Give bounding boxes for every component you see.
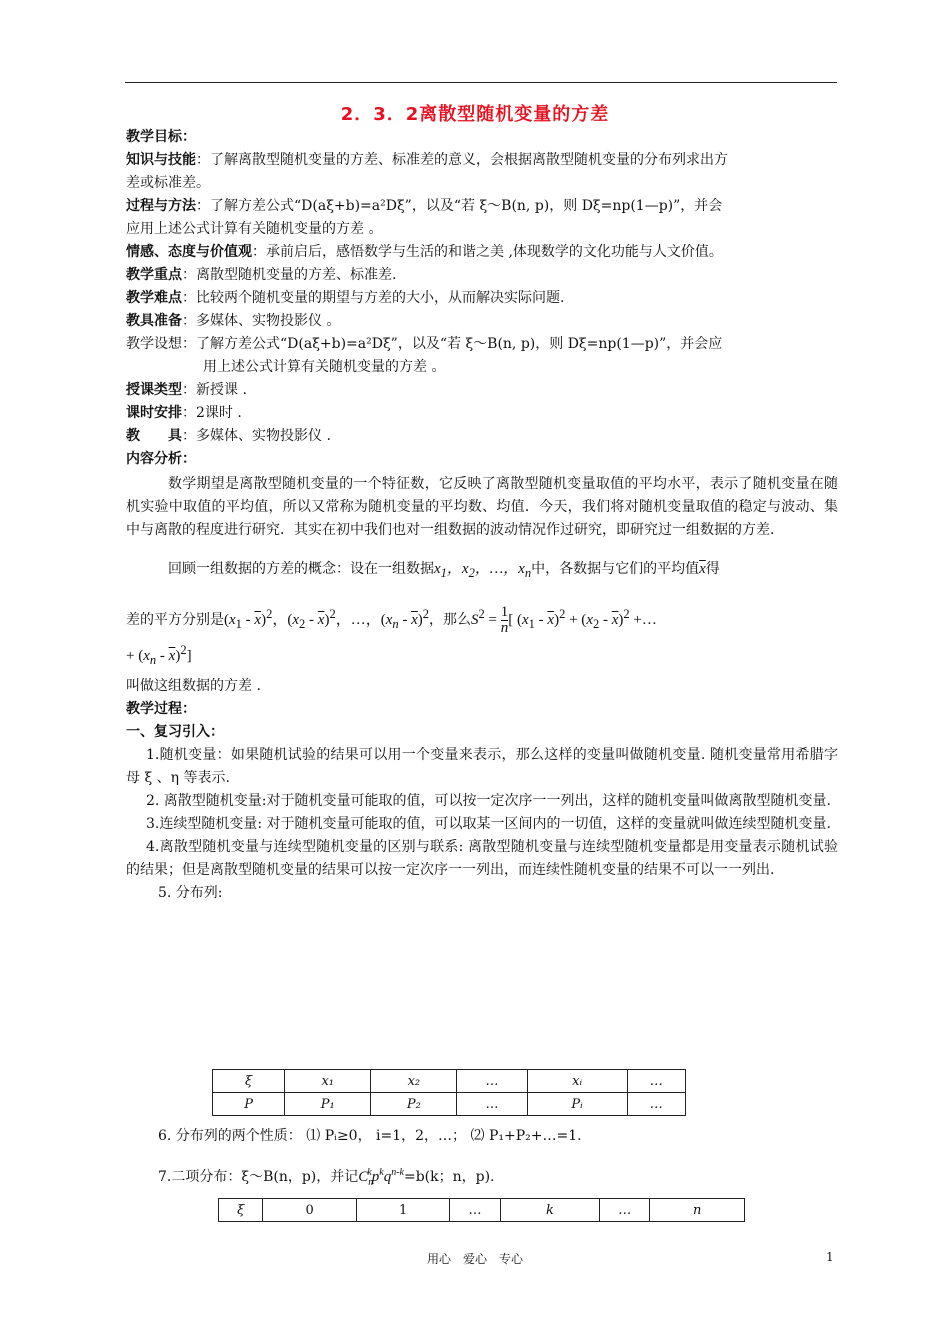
analysis-heading: 内容分析： xyxy=(126,451,196,467)
process-label: 过程与方法 xyxy=(126,198,196,214)
difficulty-text: ：比较两个随机变量的期望与方差的大小，从而解决实际问题. xyxy=(182,290,565,306)
mean-symbol: $\overline{x}$ xyxy=(699,561,706,577)
knowledge-text: ：了解离散型随机变量的方差、标准差的意义，会根据离散型随机变量的分布列求出方 xyxy=(196,152,728,168)
table-cell: x₁ xyxy=(285,1070,371,1093)
distribution-table xyxy=(212,1069,686,1116)
review-item-5: 5. 分布列: xyxy=(158,885,223,901)
variance-formula-line xyxy=(126,599,838,637)
table-cell: … xyxy=(627,1093,685,1116)
review-item-3: 3.连续型随机变量: 对于随机变量可能取的值，可以取某一区间内的一切值，这样的变量就叫做连续型随机变量. xyxy=(146,816,831,832)
lesson-type-text: ：新授课 . xyxy=(182,382,247,398)
table-cell: … xyxy=(600,1199,650,1222)
objectives-heading: 教学目标： xyxy=(126,129,196,145)
key-points-text: ：离散型随机变量的方差、标准差. xyxy=(182,267,397,283)
table-cell: k xyxy=(500,1199,599,1222)
section-review-heading: 一、复习引入： xyxy=(126,724,224,740)
squared-diff-text: 差的平方分别是 xyxy=(126,612,224,628)
table-cell: x₂ xyxy=(371,1070,457,1093)
table-cell: 0 xyxy=(263,1199,357,1222)
variance-formula-cont: + $(x_n - \overline{x})^2$] xyxy=(126,643,192,667)
table-cell: n xyxy=(650,1199,745,1222)
page-title: 2．3．2离散型随机变量的方差 xyxy=(340,104,610,125)
page-footer: 用心 爱心 专心 xyxy=(426,1252,523,1266)
review-item-2: 2. 离散型随机变量:对于随机变量可能取的值，可以按一定次序一一列出，这样的随机变量叫做离散型随机变量. xyxy=(146,793,831,809)
header-rule xyxy=(125,82,837,83)
review-item-4: 4.离散型随机变量与连续型随机变量的区别与联系: 离散型随机变量与连续型随机变量都是用变量表示随机试验的结果；但是离散型随机变量的结果可以按一定次序一一列出，而连续性随机变量的结果不可以一一列出. xyxy=(126,839,838,878)
table-cell: xᵢ xyxy=(527,1070,627,1093)
knowledge-text-cont: 差或标准差。 xyxy=(126,175,210,191)
variance-intro-text-3: 得 xyxy=(705,561,720,577)
design-text: 了解方差公式“D(aξ+b)=a²Dξ”，以及“若 ξ～B(n, p)，则 Dξ=np(1—p)”，并会应 xyxy=(196,336,723,352)
table-cell: … xyxy=(457,1070,527,1093)
process-text-cont: 应用上述公式计算有关随机变量的方差 。 xyxy=(126,221,383,237)
variance-intro-line xyxy=(126,558,838,585)
variance-definition: 叫做这组数据的方差 . xyxy=(126,678,261,694)
key-points-label: 教学重点 xyxy=(126,267,182,283)
design-label: 教学设想： xyxy=(126,336,196,352)
equipment-label: 教 具 xyxy=(126,428,182,444)
hours-label: 课时安排 xyxy=(126,405,182,421)
variance-formula: $S^2$ = $\frac{1}{n}$ [ $(x_1 - \overline{x})^2 + (x_2 - \overline{x})^2$ +… xyxy=(471,604,657,637)
review-item-1: 1.随机变量：如果随机试验的结果可以用一个变量来表示，那么这样的变量叫做随机变量. 随机变量常用希腊字母 ξ 、η 等表示. xyxy=(126,747,838,786)
data-set-formula: $x_1$，$x_2$，…，$x_n$ xyxy=(434,561,532,580)
table-cell: … xyxy=(457,1093,527,1116)
review-item-7 xyxy=(158,1160,495,1196)
document-body xyxy=(126,126,838,905)
equipment-text: ：多媒体、实物投影仪 . xyxy=(182,428,331,444)
table-cell: P₂ xyxy=(371,1093,457,1116)
lesson-type-label: 授课类型 xyxy=(126,382,182,398)
difficulty-label: 教学难点 xyxy=(126,290,182,306)
table-row xyxy=(213,1070,686,1093)
knowledge-label: 知识与技能 xyxy=(126,152,196,168)
binomial-table xyxy=(218,1198,745,1222)
table-cell: P₁ xyxy=(285,1093,371,1116)
analysis-paragraph: 数学期望是离散型随机变量的一个特征数，它反映了离散型随机变量取值的平均水平，表示了随机变量在随机实验中取值的平均值，所以又常称为随机变量的平均数、均值．今天，我们将对随机变量取值的稳定与波动、集中与离散的程度进行研究．其实在初中我们也对一组数据的波动情况作过研究，即研究过一组数据的方差. xyxy=(126,476,838,538)
binomial-text: 7.二项分布：ξ～B(n，p)，并记 xyxy=(158,1169,359,1185)
tools-label: 教具准备 xyxy=(126,313,182,329)
table-cell: P xyxy=(213,1093,285,1116)
review-item-6: 6. 分布列的两个性质： ⑴ Pᵢ≥0， i=1，2，…； ⑵ P₁+P₂+…=1. xyxy=(158,1128,582,1144)
hours-text: ：2课时 . xyxy=(182,405,242,421)
table-row xyxy=(219,1199,745,1222)
process-heading: 教学过程： xyxy=(126,701,196,717)
table-cell: … xyxy=(627,1070,685,1093)
design-text-cont: 用上述公式计算有关随机变量的方差 。 xyxy=(203,359,446,375)
table-cell: … xyxy=(450,1199,500,1222)
binomial-formula: $C_n^kp^kq^{n-k}$ xyxy=(358,1167,404,1188)
page-number: 1 xyxy=(826,1250,834,1264)
emotion-text: ：承前启后，感悟数学与生活的和谐之美 ,体现数学的文化功能与人文价值。 xyxy=(252,244,723,260)
table-cell: ξ xyxy=(219,1199,263,1222)
process-text: ：了解方差公式“D(aξ+b)=a²Dξ”，以及“若 ξ～B(n, p)，则 Dξ=np(1—p)”，并会 xyxy=(196,198,723,214)
variance-intro-text-2: 中，各数据与它们的平均值 xyxy=(531,561,700,577)
variance-intro-text: 回顾一组数据的方差的概念：设在一组数据 xyxy=(168,561,434,577)
binomial-text-2: =b(k；n，p). xyxy=(403,1169,495,1185)
table-cell: Pᵢ xyxy=(527,1093,627,1116)
table-row xyxy=(213,1093,686,1116)
then-text: ，那么 xyxy=(429,612,472,628)
tools-text: ：多媒体、实物投影仪 。 xyxy=(182,313,341,329)
table-cell: 1 xyxy=(356,1199,450,1222)
squared-diff-formula: $(x_1 - \overline{x})^2$，$(x_2 - \overline{x})^2$，…，$(x_n - \overline{x})^2$ xyxy=(224,607,430,631)
table-cell: ξ xyxy=(213,1070,285,1093)
emotion-label: 情感、态度与价值观 xyxy=(126,244,252,260)
